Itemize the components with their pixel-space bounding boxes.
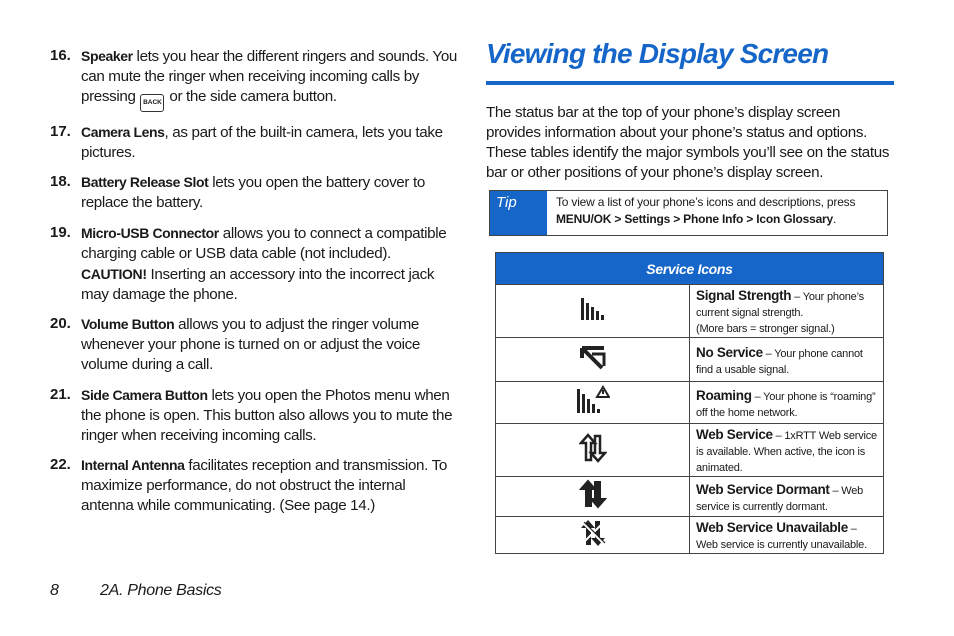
caution-label: CAUTION! — [81, 265, 147, 282]
table-row: Web Service Dormant – Web service is currently dormant. — [496, 477, 884, 517]
table-header: Service Icons — [496, 253, 884, 285]
intro-paragraph: The status bar at the top of your phone’s display screen provides information about your phone’s status and options. These tables identify the major symbols you’ll see on the status bar or other positions of your phone’s display screen. — [486, 104, 890, 181]
table-row: Web Service – 1xRTT Web service is available. When active, the icon is animated. — [496, 424, 884, 477]
item-number: 22. — [50, 456, 71, 473]
roaming-icon — [576, 385, 610, 415]
page-footer — [50, 582, 222, 600]
tip-box — [489, 190, 888, 236]
menu-path: MENU/OK > Settings > Phone Info > Icon Glossary — [556, 212, 833, 226]
page-number: 8 — [50, 582, 59, 599]
web-service-dormant-icon — [579, 479, 607, 509]
item-number: 17. — [50, 122, 71, 140]
table-row: Web Service Unavailable – Web service is currently unavailable. — [496, 517, 884, 554]
item-term: Side Camera Button — [81, 386, 208, 403]
web-service-unavailable-icon — [579, 518, 607, 548]
back-key-icon: BACK — [140, 94, 164, 112]
item-term: Micro-USB Connector — [81, 224, 219, 241]
section-label: 2A. Phone Basics — [100, 582, 222, 599]
item-term: Camera Lens — [81, 123, 165, 140]
item-term: Battery Release Slot — [81, 174, 209, 190]
list-item: 21. Side Camera Button lets you open the Photos menu when the phone is open. This button also allows you to mute the ringer when receiving incoming calls. — [50, 385, 453, 444]
list-item: 18. Battery Release Slot lets you open the battery cover to replace the battery. — [50, 173, 425, 211]
signal-strength-icon — [580, 296, 606, 322]
table-row: Signal Strength – Your phone’s current signal strength. (More bars = stronger signal.) — [496, 285, 884, 338]
title-divider — [486, 81, 894, 85]
tip-text: To view a list of your phone’s icons and descriptions, press MENU/OK > Settings > Phone Info > Icon Glossary. — [556, 195, 856, 226]
table-row: No Service – Your phone cannot find a usable signal. — [496, 338, 884, 382]
feature-list — [50, 46, 458, 526]
item-number: 19. — [50, 223, 71, 241]
list-item: 22. Internal Antenna facilitates reception and transmission. To maximize performance, do not obstruct the internal antenna while communicating. (See page 14.) — [50, 456, 447, 514]
web-service-icon — [579, 433, 607, 463]
item-term: Internal Antenna — [81, 457, 185, 473]
service-icons-table — [495, 252, 884, 554]
item-number: 18. — [50, 173, 71, 190]
icon-name: Web Service — [696, 427, 773, 442]
item-number: 21. — [50, 385, 71, 403]
no-service-icon — [578, 342, 608, 372]
icon-name: Roaming — [696, 387, 752, 403]
item-number: 20. — [50, 315, 71, 332]
list-item: 20. Volume Button allows you to adjust the ringer volume whenever your phone is turned on or adjust the voice volume during a call. — [50, 315, 420, 373]
icon-name: No Service — [696, 344, 763, 360]
icon-name: Web Service Dormant — [696, 481, 830, 497]
icon-name: Web Service Unavailable — [696, 520, 848, 535]
section-title: Viewing the Display Screen — [486, 38, 829, 69]
icon-name: Signal Strength — [696, 288, 792, 303]
list-item: 16. Speaker lets you hear the different ringers and sounds. You can mute the ringer when receiving incoming calls by pressing BACK or the side camera button. — [50, 46, 458, 112]
item-number: 16. — [50, 47, 71, 64]
item-term: Speaker — [81, 48, 133, 64]
list-item: 19. Micro-USB Connector allows you to connect a compatible charging cable or USB data cable (not included). CAUTION! Inserting an accessory into the incorrect jack may damage the phone. — [50, 223, 447, 303]
item-term: Volume Button — [81, 316, 175, 332]
tip-label: Tip — [490, 191, 547, 235]
list-item: 17. Camera Lens, as part of the built-in camera, lets you take pictures. — [50, 122, 443, 161]
table-row: Roaming – Your phone is “roaming” off the home network. — [496, 382, 884, 424]
